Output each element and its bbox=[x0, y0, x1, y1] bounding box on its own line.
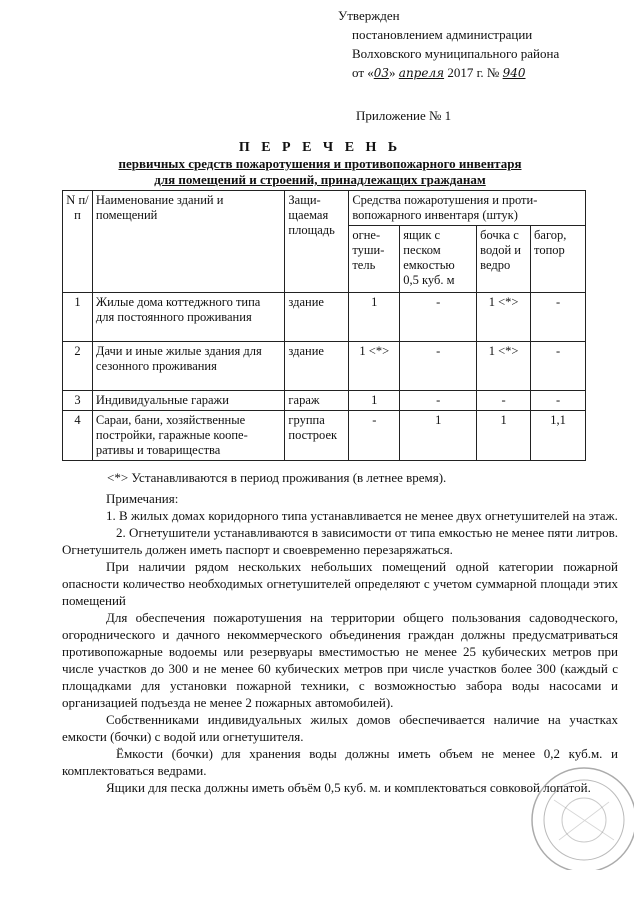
row-name: Дачи и иные жилые здания для сезонного проживания bbox=[92, 342, 284, 391]
approval-number: 940 bbox=[502, 66, 526, 80]
row-barrel: 1 <*> bbox=[477, 342, 531, 391]
row-area: гараж bbox=[285, 391, 349, 411]
approval-line-4 bbox=[338, 63, 633, 83]
row-sand-box: - bbox=[400, 342, 477, 391]
row-sand-box: - bbox=[400, 293, 477, 342]
approval-date-mid: » bbox=[389, 65, 399, 80]
equipment-table bbox=[62, 190, 586, 461]
header-area: Защи-щаемая площадь bbox=[285, 191, 349, 293]
note-paragraph: Ящики для песка должны иметь объём 0,5 куб. м. и комплектоваться совковой лопатой. bbox=[106, 780, 591, 795]
row-name: Сараи, бани, хозяйственные постройки, гаражные коопе-ративы и товарищества bbox=[92, 411, 284, 461]
note-paragraph: Собственниками индивидуальных жилых домов обеспечивается наличие на участках емкости (бочки) с водой или огнетушителя. bbox=[62, 712, 618, 744]
row-area: здание bbox=[285, 293, 349, 342]
header-means: Средства пожаротушения и проти-вопожарного инвентаря (штук) bbox=[349, 191, 586, 226]
row-hook: - bbox=[531, 293, 586, 342]
approval-line-1: Утвержден bbox=[338, 8, 400, 23]
approval-line-2: постановлением администрации bbox=[352, 27, 533, 42]
note-paragraph: Ёмкости (бочки) для хранения воды должны иметь объем не менее 0,2 куб.м. и комплектоваться ведрами. bbox=[62, 746, 618, 778]
row-barrel: - bbox=[477, 391, 531, 411]
header-barrel: бочка с водой и ведро bbox=[477, 226, 531, 293]
row-sand-box: 1 bbox=[400, 411, 477, 461]
row-extinguisher: 1 <*> bbox=[349, 342, 400, 391]
row-area: группа построек bbox=[285, 411, 349, 461]
table-row bbox=[63, 411, 586, 461]
document-title: П Е Р Е Ч Е Н Ь bbox=[238, 140, 402, 155]
official-seal bbox=[484, 760, 634, 870]
row-extinguisher: 1 bbox=[349, 391, 400, 411]
table-row bbox=[63, 342, 586, 391]
row-barrel: 1 <*> bbox=[477, 293, 531, 342]
note-paragraph: 2. Огнетушители устанавливаются в зависимости от типа емкостью не менее пяти литров. Огнетушитель должен иметь паспорт и своевременно перезаряжаться. bbox=[62, 525, 618, 557]
row-area: здание bbox=[285, 342, 349, 391]
header-extinguisher: огне-туши-тель bbox=[349, 226, 400, 293]
row-num: 1 bbox=[63, 293, 93, 342]
row-hook: 1,1 bbox=[531, 411, 586, 461]
table-footnote: <*> Устанавливаются в период проживания (в летнее время). bbox=[107, 470, 447, 485]
row-num: 4 bbox=[63, 411, 93, 461]
document-subtitle-1: первичных средств пожаротушения и противопожарного инвентаря bbox=[118, 156, 522, 171]
approval-day: 03 bbox=[373, 66, 390, 80]
row-num: 2 bbox=[63, 342, 93, 391]
notes-section bbox=[62, 490, 618, 796]
header-sand-box: ящик с песком емкостью 0,5 куб. м bbox=[400, 226, 477, 293]
appendix-label: Приложение № 1 bbox=[356, 108, 452, 123]
row-hook: - bbox=[531, 391, 586, 411]
approval-line-3: Волховского муниципального района bbox=[352, 46, 560, 61]
row-extinguisher: 1 bbox=[349, 293, 400, 342]
row-name: Индивидуальные гаражи bbox=[92, 391, 284, 411]
approval-month: апреля bbox=[398, 66, 445, 80]
approval-date-prefix: от « bbox=[352, 65, 374, 80]
document-subtitle-2: для помещений и строений, принадлежащих гражданам bbox=[154, 172, 486, 187]
header-num: N п/п bbox=[63, 191, 93, 293]
note-paragraph: 1. В жилых домах коридорного типа устанавливается не менее двух огнетушителей на этаж. bbox=[106, 508, 618, 523]
seal-icon bbox=[484, 760, 634, 870]
approval-year: 2017 г. № bbox=[444, 65, 503, 80]
header-name: Наименование зданий и помещений bbox=[92, 191, 284, 293]
row-sand-box: - bbox=[400, 391, 477, 411]
table-header-row bbox=[63, 191, 586, 226]
row-name: Жилые дома коттеджного типа для постоянного проживания bbox=[92, 293, 284, 342]
row-num: 3 bbox=[63, 391, 93, 411]
note-paragraph: Для обеспечения пожаротушения на территории общего пользования садоводческого, огороднического и дачного некоммерческого объединения граждан должны предусматриваться противопожарные водоемы или резервуары вместимостью не менее 25 кубических метров при числе участков до 300 и не менее 60 кубических метров при числе участков более 300 (каждый с площадками для установки пожарной техники, с возможностью забора воды насосами и организацией подъезда не менее 2 пожарных автомобилей). bbox=[62, 610, 618, 710]
table-row bbox=[63, 293, 586, 342]
header-hook: багор, топор bbox=[531, 226, 586, 293]
note-paragraph: При наличии рядом нескольких небольших помещений одной категории пожарной опасности количество необходимых огнетушителей определяют с учетом суммарной площади этих помещений bbox=[62, 559, 618, 608]
row-barrel: 1 bbox=[477, 411, 531, 461]
approval-block bbox=[338, 6, 633, 83]
row-extinguisher: - bbox=[349, 411, 400, 461]
table-row bbox=[63, 391, 586, 411]
notes-heading: Примечания: bbox=[106, 491, 179, 506]
row-hook: - bbox=[531, 342, 586, 391]
